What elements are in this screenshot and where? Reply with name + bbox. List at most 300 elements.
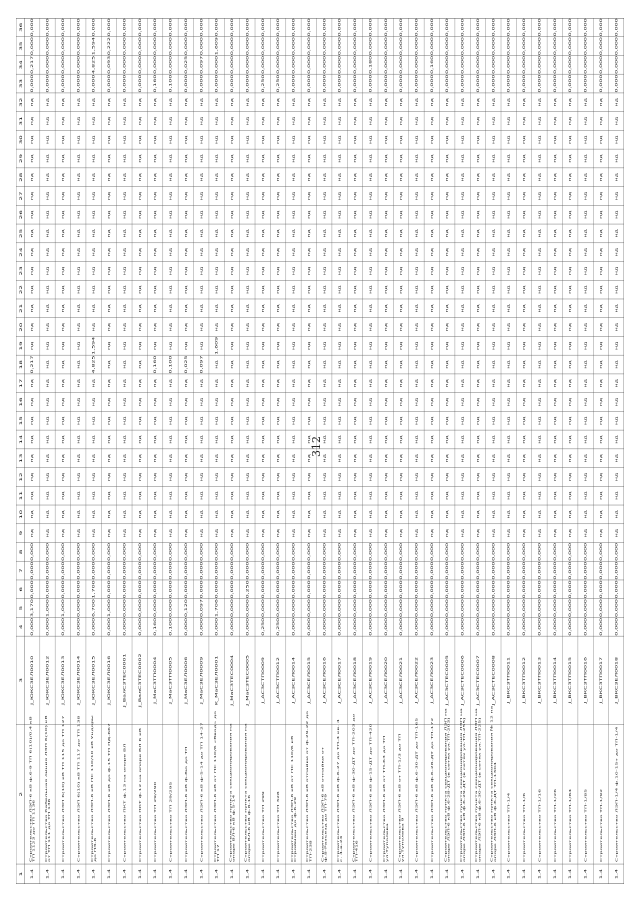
cell-value: нд (92, 322, 96, 332)
cell-value: 0,000 (614, 599, 619, 618)
cell-value: 0,000 (46, 561, 50, 580)
cell-value: нд (46, 322, 50, 332)
cell-value: нд (107, 510, 112, 519)
cell-project-code: J_АСЗСЕЛ0023 (430, 657, 435, 704)
cell-value: нд (537, 229, 542, 238)
cell-value: нд (138, 360, 143, 369)
cell-value: нд (399, 360, 404, 369)
cell-value: нд (230, 135, 235, 144)
cell-value: 0,000 (491, 542, 496, 561)
cell-value: нд (107, 116, 112, 126)
cell-value: нд (261, 191, 266, 201)
cell-value: 0,025 (184, 355, 189, 374)
cell-value: нд (368, 210, 373, 219)
cell-value: нд (46, 210, 50, 219)
cell-value: 0,000 (138, 617, 143, 636)
cell-value: 0,000 (184, 37, 189, 56)
cell-value: нд (276, 266, 281, 276)
cell-value: нд (368, 322, 373, 332)
cell-value: 0,000 (276, 37, 281, 56)
cell-value: нд (384, 229, 389, 238)
cell-value: нд (430, 510, 435, 519)
cell-value: 0,000 (76, 599, 81, 618)
cell-value: нд (92, 453, 96, 463)
cell-project-name: Строительство ЛЭП-6 кВ ф.6-30-ДТ до ТП-165 (415, 717, 419, 862)
cell-value: нд (153, 191, 158, 201)
cell-value: нд (230, 472, 235, 482)
cell-value: нд (46, 453, 50, 463)
cell-value: нд (568, 304, 573, 313)
cell-value: 0,000 (537, 599, 542, 618)
cell-value: нд (138, 341, 143, 351)
cell-value: 0,000 (399, 542, 404, 561)
cell-value: нд (215, 510, 219, 519)
cell-value: нд (614, 510, 619, 519)
cell-value: нд (292, 154, 296, 163)
cell-value: нд (46, 397, 50, 407)
column-header: 2 (19, 791, 24, 797)
cell-project-code: J_АСЗСЕЛ0018 (353, 657, 358, 704)
cell-value: нд (153, 453, 158, 463)
cell-project-code: J_АСЗСТП0012 (276, 657, 281, 704)
cell-value: нд (415, 341, 419, 351)
cell-value: нд (415, 210, 419, 219)
cell-value: нд (537, 416, 542, 425)
cell-value: нд (522, 453, 527, 463)
cell-value: 0,000 (292, 617, 296, 636)
cell-value: нд (430, 116, 435, 126)
column-header: 29 (19, 153, 24, 164)
cell-value: нд (215, 191, 219, 201)
cell-value: нд (230, 98, 235, 107)
cell-value: нд (461, 285, 465, 294)
cell-value: нд (322, 173, 327, 182)
cell-value: 0,000 (245, 561, 250, 580)
cell-value: нд (399, 304, 404, 313)
cell-value: 0,000 (230, 74, 235, 93)
cell-value: нд (476, 491, 481, 500)
cell-value: нд (507, 285, 512, 294)
cell-value: 1,594 (92, 336, 96, 355)
cell-project-name: Строительство ЛЭП-1/4 ф.10-15т до ТП-1/4 (615, 726, 619, 862)
cell-value: нд (169, 116, 173, 126)
cell-project-name: Строительство ТП-1/16 (538, 788, 542, 862)
cell-value: 0,000 (445, 617, 450, 636)
cell-value: нд (92, 229, 96, 238)
cell-value: нд (384, 322, 389, 332)
cell-value: нд (461, 491, 465, 500)
cell-value: 0,000 (568, 74, 573, 93)
cell-value: нд (46, 341, 50, 351)
cell-value: нд (138, 285, 143, 294)
cell-value: 0,000 (614, 18, 619, 37)
cell-value: нд (76, 416, 81, 425)
cell-value: нд (61, 247, 66, 257)
cell-value: 0,000 (261, 561, 266, 580)
cell-section: 1.4 (599, 869, 604, 880)
cell-value: нд (522, 379, 527, 388)
cell-value: нд (368, 472, 373, 482)
cell-value: нд (568, 360, 573, 369)
cell-value: 0,000 (553, 599, 558, 618)
cell-value: 0,000 (276, 561, 281, 580)
cell-value: нд (599, 191, 604, 201)
cell-value: нд (368, 416, 373, 425)
cell-value: 0,000 (507, 18, 512, 37)
cell-value: нд (599, 416, 604, 425)
cell-value: нд (507, 229, 512, 238)
cell-value: нд (30, 229, 35, 238)
cell-value: 0,000 (415, 55, 419, 74)
cell-value: нд (292, 322, 296, 332)
cell-value: 0,000 (76, 18, 81, 37)
cell-value: нд (61, 472, 66, 482)
cell-value: нд (322, 491, 327, 500)
cell-value: нд (322, 379, 327, 388)
cell-value: 0,000 (338, 561, 342, 580)
cell-value: 0,000 (30, 580, 35, 599)
cell-value: нд (322, 247, 327, 257)
cell-value: 0,000 (553, 580, 558, 599)
cell-value: нд (169, 304, 173, 313)
cell-value: нд (122, 116, 127, 126)
cell-value: нд (245, 379, 250, 388)
column-header: 24 (19, 247, 24, 257)
cell-value: нд (230, 266, 235, 276)
cell-value: 0,000 (184, 617, 189, 636)
cell-section: 1.4 (584, 869, 588, 880)
cell-value: нд (138, 472, 143, 482)
cell-value: нд (261, 304, 266, 313)
cell-value: нд (322, 416, 327, 425)
cell-value: нд (245, 528, 250, 538)
cell-value: нд (461, 210, 465, 219)
cell-value: нд (230, 247, 235, 257)
cell-value: нд (507, 510, 512, 519)
cell-value: 0,097 (199, 355, 204, 374)
cell-value: нд (584, 341, 588, 351)
cell-value: нд (522, 210, 527, 219)
cell-value: 0,000 (138, 542, 143, 561)
cell-value: 0,000 (476, 18, 481, 37)
cell-value: нд (30, 135, 35, 144)
cell-value: нд (184, 472, 189, 482)
cell-value: нд (276, 98, 281, 107)
cell-value: нд (76, 229, 81, 238)
cell-value: 0,000 (384, 18, 389, 37)
cell-value: 0,000 (537, 580, 542, 599)
cell-value: нд (230, 229, 235, 238)
cell-value: нд (353, 229, 358, 238)
cell-value: нд (584, 285, 588, 294)
cell-value: нд (568, 210, 573, 219)
cell-value: нд (230, 304, 235, 313)
cell-value: нд (399, 135, 404, 144)
cell-value: 0,000 (184, 74, 189, 93)
cell-value: нд (276, 229, 281, 238)
cell-value: нд (430, 379, 435, 388)
cell-value: нд (338, 135, 342, 144)
cell-value: нд (122, 135, 127, 144)
cell-value: 0,000 (292, 55, 296, 74)
cell-value: 0,000 (491, 55, 496, 74)
cell-value: нд (445, 528, 450, 538)
cell-value: нд (353, 491, 358, 500)
cell-value: 0,025 (184, 55, 189, 74)
cell-value: нд (338, 416, 342, 425)
cell-value: нд (322, 472, 327, 482)
cell-value: нд (261, 154, 266, 163)
cell-value: нд (476, 98, 481, 107)
cell-value: 0,000 (353, 74, 358, 93)
cell-value: нд (92, 116, 96, 126)
cell-value: нд (107, 191, 112, 201)
cell-value: нд (199, 210, 204, 219)
cell-value: нд (491, 416, 496, 425)
cell-value: нд (184, 304, 189, 313)
cell-value: нд (584, 210, 588, 219)
cell-value: нд (76, 304, 81, 313)
cell-value: 0,000 (614, 580, 619, 599)
cell-value: нд (215, 472, 219, 482)
cell-value: нд (61, 322, 66, 332)
cell-value: 0,000 (445, 74, 450, 93)
cell-value: 0,000 (199, 18, 204, 37)
cell-value: нд (122, 322, 127, 332)
cell-value: нд (215, 397, 219, 407)
cell-value: нд (76, 116, 81, 126)
cell-value: нд (614, 528, 619, 538)
cell-value: нд (553, 528, 558, 538)
cell-value: нд (46, 229, 50, 238)
cell-value: 0,000 (92, 18, 96, 37)
cell-section: 1.4 (568, 869, 573, 880)
cell-value: 0,000 (430, 580, 435, 599)
cell-value: 0,000 (415, 74, 419, 93)
cell-value: нд (537, 360, 542, 369)
column-header: 14 (19, 434, 24, 445)
cell-value: нд (491, 210, 496, 219)
cell-project-code: J_ВКСЗЕЛ0018 (614, 656, 619, 704)
cell-value: нд (415, 304, 419, 313)
cell-value: нд (215, 322, 219, 332)
cell-value: 0,000 (46, 542, 50, 561)
cell-value: нд (338, 154, 342, 163)
cell-value: нд (599, 322, 604, 332)
cell-value: 0,000 (230, 37, 235, 56)
cell-value: нд (384, 247, 389, 257)
cell-value: нд (507, 453, 512, 463)
cell-project-name: Строительство ТП-1/6 (523, 792, 527, 862)
cell-value: нд (46, 304, 50, 313)
cell-value: нд (553, 379, 558, 388)
cell-value: нд (553, 435, 558, 444)
cell-value: нд (169, 210, 173, 219)
cell-value: нд (415, 379, 419, 388)
cell-value: 0,000 (599, 542, 604, 561)
cell-value: нд (92, 135, 96, 144)
cell-value: нд (384, 98, 389, 107)
cell-value: нд (537, 173, 542, 182)
cell-section: 1.4 (368, 869, 373, 880)
cell-value: нд (215, 247, 219, 257)
cell-value: нд (522, 191, 527, 201)
cell-value: нд (368, 304, 373, 313)
cell-value: 0,000 (122, 18, 127, 37)
cell-value: нд (537, 453, 542, 463)
cell-value: нд (384, 341, 389, 351)
cell-section: 1.4 (445, 869, 450, 880)
cell-value: нд (430, 472, 435, 482)
cell-value: 0,000 (353, 542, 358, 561)
cell-value: нд (292, 285, 296, 294)
cell-section: 1.4 (215, 869, 219, 880)
cell-value: 0,000 (353, 599, 358, 618)
cell-value: нд (415, 360, 419, 369)
cell-value: нд (445, 229, 450, 238)
cell-value: нд (430, 191, 435, 201)
cell-value: 0,000 (92, 542, 96, 561)
cell-project-name: Строительство пункта секционирования ЛЭП наопоре ЛЭП-6 кВ ф.6-28-ДТ (в сетях ул.ТП-203) (444, 708, 451, 862)
cell-value: нд (46, 491, 50, 500)
cell-value: нд (568, 341, 573, 351)
cell-value: нд (399, 210, 404, 219)
cell-value: нд (230, 491, 235, 500)
cell-value: нд (30, 322, 35, 332)
cell-value: нд (584, 304, 588, 313)
cell-value: 4,825 (92, 355, 96, 374)
cell-value: нд (338, 229, 342, 238)
cell-value: 0,000 (399, 74, 404, 93)
cell-value: нд (399, 472, 404, 482)
cell-value: нд (614, 379, 619, 388)
cell-value: 0,000 (215, 580, 219, 599)
cell-value: нд (614, 397, 619, 407)
cell-value: нд (353, 360, 358, 369)
cell-value: нд (584, 491, 588, 500)
cell-value: нд (138, 379, 143, 388)
cell-value: 0,000 (476, 561, 481, 580)
cell-value: нд (384, 397, 389, 407)
cell-value: нд (476, 116, 481, 126)
cell-value: нд (537, 472, 542, 482)
cell-value: нд (30, 285, 35, 294)
cell-value: 0,000 (307, 18, 312, 37)
cell-value: нд (30, 416, 35, 425)
cell-value: 0,000 (292, 18, 296, 37)
cell-value: нд (107, 341, 112, 351)
cell-value: 0,000 (92, 617, 96, 636)
cell-value: нд (445, 322, 450, 332)
cell-value: 0,160 (153, 355, 158, 374)
cell-value: нд (537, 116, 542, 126)
cell-value: нд (415, 247, 419, 257)
cell-value: нд (353, 472, 358, 482)
cell-value: нд (61, 173, 66, 182)
cell-value: 0,217 (30, 55, 35, 74)
cell-value: 0,000 (261, 580, 266, 599)
cell-value: 0,222 (107, 37, 112, 56)
cell-value: 0,000 (338, 37, 342, 56)
cell-value: нд (568, 397, 573, 407)
cell-value: нд (368, 491, 373, 500)
cell-value: 0,000 (399, 18, 404, 37)
column-header: 28 (19, 172, 24, 182)
cell-value: нд (276, 210, 281, 219)
cell-value: нд (245, 491, 250, 500)
cell-value: 0,000 (153, 542, 158, 561)
cell-value: 0,000 (107, 561, 112, 580)
cell-value: 0,000 (537, 617, 542, 636)
cell-value: нд (138, 247, 143, 257)
cell-value: нд (553, 510, 558, 519)
cell-value: нд (461, 416, 465, 425)
cell-value: 0,000 (322, 74, 327, 93)
cell-value: нд (491, 360, 496, 369)
cell-project-name: Строительство ЛЭП-6 кВ ф-30-ДТ до ТП-203 доТП-416 (352, 713, 359, 862)
cell-project-name: Строительство ТП 29/290 (154, 781, 158, 862)
cell-project-code: J_АСЗСЕЛ0022 (415, 657, 419, 704)
cell-section: 1.4 (276, 869, 281, 880)
cell-value: нд (30, 491, 35, 500)
cell-value: нд (338, 116, 342, 126)
cell-section: 1.4 (199, 869, 204, 880)
cell-value: нд (322, 266, 327, 276)
cell-project-name: Строительство ТП-1/92 (600, 788, 604, 862)
cell-value: нд (445, 191, 450, 201)
cell-value: нд (522, 304, 527, 313)
cell-value: нд (537, 285, 542, 294)
cell-value: нд (399, 266, 404, 276)
cell-value: нд (584, 416, 588, 425)
column-header: 35 (19, 41, 24, 51)
cell-value: 0,000 (169, 55, 173, 74)
cell-value: нд (292, 453, 296, 463)
cell-value: нд (215, 453, 219, 463)
cell-section: 1.4 (138, 869, 143, 880)
cell-value: 0,000 (584, 542, 588, 561)
cell-value: нд (61, 229, 66, 238)
cell-value: нд (537, 154, 542, 163)
cell-value: 0,000 (537, 561, 542, 580)
cell-value: нд (445, 360, 450, 369)
cell-value: нд (184, 397, 189, 407)
cell-value: 0,000 (584, 55, 588, 74)
cell-value: нд (307, 191, 312, 201)
cell-value: нд (430, 491, 435, 500)
cell-project-name: Строительство пункта секционирования ЛЭП наопоре ЛЭП-6 кВ ф.6-30-ДТ (в сетях ул.ТП-225) (475, 708, 482, 862)
cell-value: нд (353, 173, 358, 182)
column-header: 34 (19, 60, 24, 70)
cell-value: нд (537, 135, 542, 144)
cell-value: нд (461, 472, 465, 482)
cell-value: 0,000 (169, 542, 173, 561)
cell-value: нд (430, 285, 435, 294)
cell-value: нд (461, 229, 465, 238)
cell-value: нд (46, 379, 50, 388)
cell-value: нд (153, 135, 158, 144)
cell-value: 0,097 (199, 55, 204, 74)
cell-value: нд (46, 154, 50, 163)
cell-value: нд (76, 528, 81, 538)
cell-value: нд (245, 435, 250, 444)
cell-value: 0,000 (245, 599, 250, 618)
cell-section: 1.4 (507, 869, 512, 880)
cell-value: 0,000 (30, 542, 35, 561)
cell-value: нд (30, 154, 35, 163)
cell-value: нд (153, 247, 158, 257)
cell-section: 1.4 (399, 869, 404, 880)
